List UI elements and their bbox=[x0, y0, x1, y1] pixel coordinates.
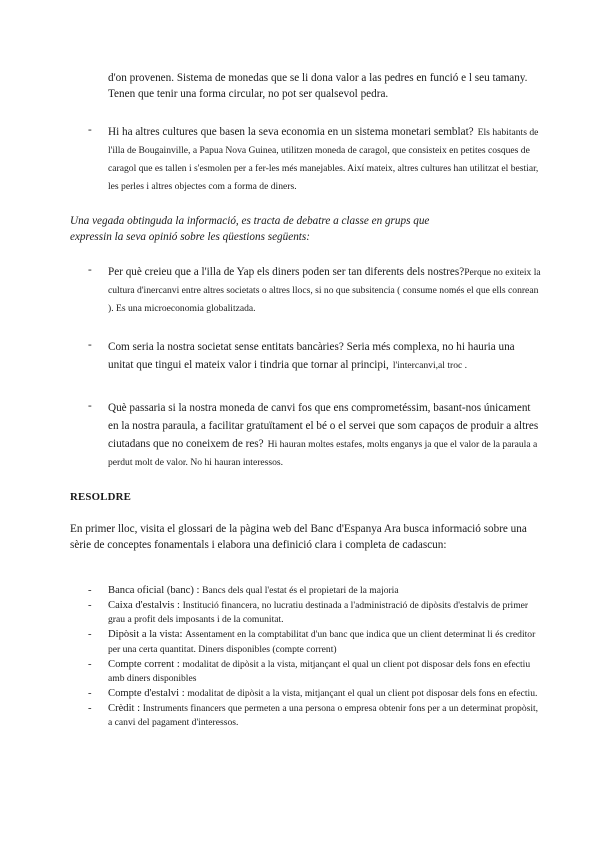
definition-text: Institució financera, no lucratiu destinada a l'administració de dipòsits d'estalvis de primer grau a profit dels imposants i de la comunitat. bbox=[108, 599, 529, 626]
cultures-question: Hi ha altres cultures que basen la seva economia en un sistema monetari semblat? bbox=[108, 126, 474, 138]
list-item bbox=[70, 262, 542, 316]
list-item bbox=[70, 599, 544, 628]
bullet-dash: - bbox=[88, 339, 92, 351]
instruction-text: Una vegada obtinguda la informació, es tracta de debatre a classe en grups que expressin la seva opinió sobre les qüestions següents: bbox=[70, 215, 430, 243]
bullet-dash: - bbox=[88, 124, 92, 136]
resoldre-intro-text: En primer lloc, visita el glossari de la pàgina web del Banc d'Espanya Ara busca informació sobre una sèrie de conceptes fonamentals i elabora una definició clara i completa de cadascun: bbox=[70, 523, 527, 551]
definition-text: Instruments financers que permeten a una persona o empresa obtenir fons per a un determinat propòsit, a canvi del pagament d'interessos. bbox=[108, 702, 539, 729]
question-text: Què passaria si la nostra moneda de canvi fos que ens comprometéssim, basant-nos únicament en la nostra paraula, a facilitar gratuïtament el bé o el servei que som capaços de produir a altres ciutadans que no coneixem de res? bbox=[108, 402, 539, 450]
definition-term: Compte corrent : bbox=[108, 658, 180, 670]
definition-term: Crèdit : bbox=[108, 702, 141, 714]
question-list-2 bbox=[70, 337, 542, 373]
definition-text: Bancs dels qual l'estat és el propietari de la majoria bbox=[202, 585, 399, 596]
continuation-text: d'on provenen. Sistema de monedas que se li dona valor a las pedres en funció e l seu tamany. Tenen que tenir una forma circular, no pot ser qualsevol pedra. bbox=[108, 72, 528, 100]
definition-text: modalitat de dipòsit a la vista, mitjançant el qual un client pot disposar dels fons en efectiu. bbox=[187, 687, 538, 699]
question-text: Per què creieu que a l'illa de Yap els diners poden ser tan diferents dels nostres? bbox=[108, 266, 465, 278]
cultures-bullet-list bbox=[70, 122, 540, 194]
definition-text: Assentament en la comptabilitat d'un banc que indica que un client determinat li és creditor per una certa quantitat. Diners disponibles (compte corrent) bbox=[108, 629, 536, 655]
definitions-list bbox=[70, 584, 544, 731]
answer-text: l'intercanvi,al troc . bbox=[392, 360, 468, 371]
answer-text: Perque no exiteix la cultura d'inercanvi entre altres societats o altres llocs, si no que subsitencia ( consume només el que ells conrean ). Es una microeconomia globalitzada. bbox=[108, 267, 541, 314]
bullet-dash: - bbox=[88, 400, 92, 412]
list-item bbox=[70, 628, 544, 657]
cultures-answer: Els habitants de l'illa de Bougainville, a Papua Nova Guinea, utilitzen moneda de caragol, que consisteix en petites cosques de caragol que es tallen i s'esmolen per a fer-les més manejables. Així mateix, altres cultures han utilitzat el bestiar, les perles i altres objectes com a forma de diners. bbox=[108, 127, 539, 192]
instruction-paragraph bbox=[70, 213, 432, 245]
bullet-dash: - bbox=[88, 687, 92, 699]
list-item bbox=[70, 337, 542, 373]
answer-text: Hi hauran moltes estafes, molts enganys ja que el valor de la paraula a perdut molt de valor. No hi hauran interessos. bbox=[108, 439, 538, 468]
question-text: Com seria la nostra societat sense entitats bancàries? Seria més complexa, no hi hauria una unitat que tingui el mateix valor i tindria que tornar al principi, bbox=[108, 341, 515, 371]
bullet-dash: - bbox=[88, 264, 92, 276]
definition-term: Banca oficial (banc) : bbox=[108, 585, 200, 596]
bullet-dash: - bbox=[88, 629, 92, 641]
bullet-dash: - bbox=[88, 585, 92, 596]
continuation-paragraph bbox=[108, 70, 548, 102]
resoldre-intro bbox=[70, 521, 540, 553]
list-item bbox=[70, 702, 544, 731]
list-item bbox=[70, 658, 544, 687]
bullet-dash: - bbox=[88, 702, 92, 714]
list-item bbox=[70, 122, 540, 194]
list-item bbox=[70, 584, 544, 599]
definition-term: Compte d'estalvi : bbox=[108, 687, 185, 699]
definition-term: Dipòsit a la vista: bbox=[108, 629, 183, 641]
question-list-1 bbox=[70, 262, 542, 316]
definition-term: Caixa d'estalvis : bbox=[108, 599, 180, 611]
question-list-3 bbox=[70, 398, 542, 470]
bullet-dash: - bbox=[88, 599, 92, 611]
bullet-dash: - bbox=[88, 658, 92, 670]
section-heading: RESOLDRE bbox=[70, 491, 131, 503]
definition-text: modalitat de dipòsit a la vista, mitjançant el qual un client pot disposar dels fons en efectiu amb diners disponibles bbox=[108, 658, 531, 685]
list-item bbox=[70, 687, 544, 702]
list-item bbox=[70, 398, 542, 470]
